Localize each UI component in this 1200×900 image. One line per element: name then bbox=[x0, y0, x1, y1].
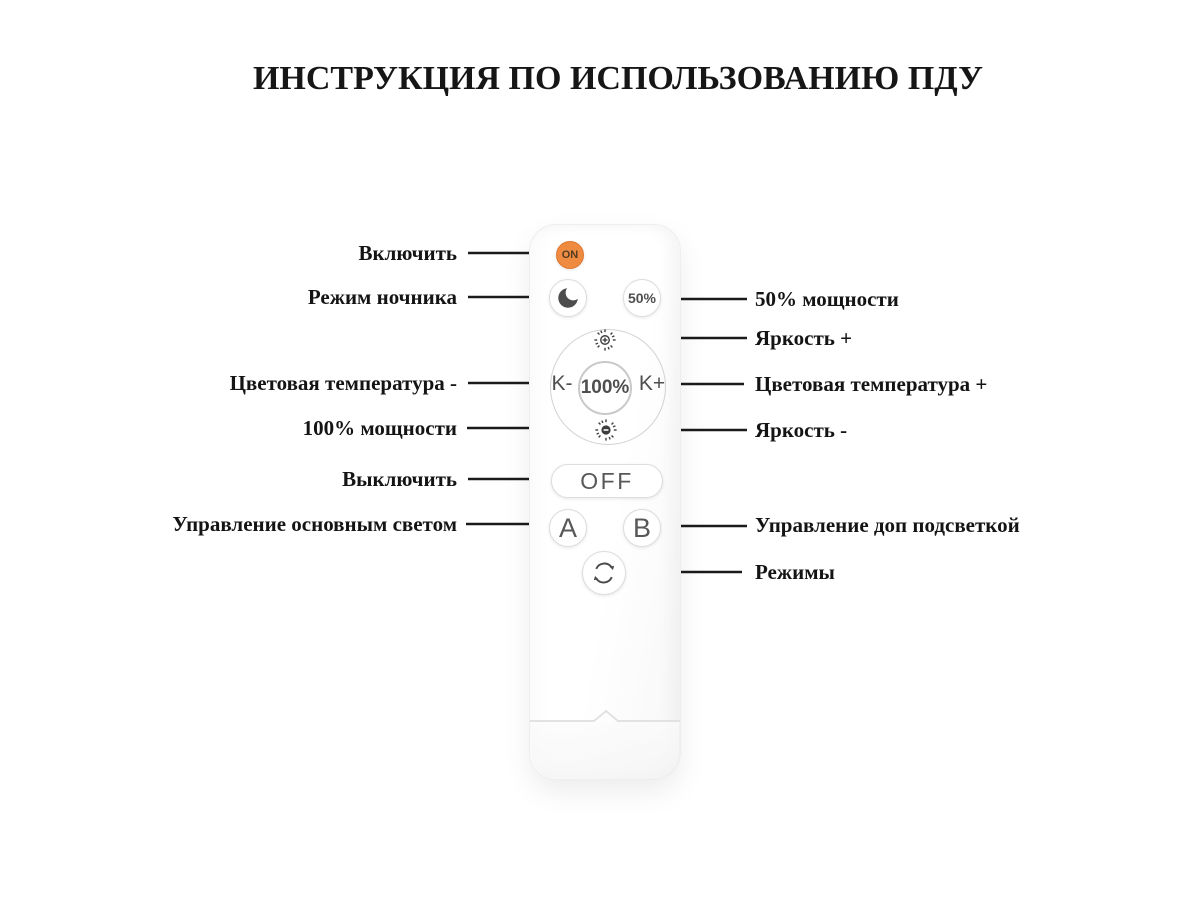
label-color-temp-minus: Цветовая температура - bbox=[229, 371, 457, 395]
cycle-icon bbox=[590, 559, 618, 587]
remote-body bbox=[530, 225, 680, 779]
label-brightness-plus: Яркость + bbox=[755, 326, 853, 350]
label-50-power: 50% мощности bbox=[755, 287, 899, 311]
battery-cover-area bbox=[531, 722, 679, 778]
label-brightness-minus: Яркость - bbox=[755, 418, 848, 442]
label-color-temp-plus: Цветовая температура + bbox=[755, 372, 988, 396]
modes-button[interactable] bbox=[582, 551, 626, 595]
label-aux-light: Управление доп подсветкой bbox=[755, 513, 1020, 537]
on-button[interactable]: ON bbox=[556, 241, 584, 269]
sun-plus-icon bbox=[593, 328, 617, 352]
label-main-light: Управление основным светом bbox=[172, 512, 457, 536]
night-mode-button[interactable] bbox=[549, 279, 587, 317]
sun-minus-icon bbox=[594, 418, 618, 442]
label-power-off: Выключить bbox=[342, 467, 457, 491]
b-button[interactable]: B bbox=[623, 509, 661, 547]
label-night-mode: Режим ночника bbox=[307, 285, 457, 309]
off-button[interactable]: OFF bbox=[551, 464, 663, 498]
brightness-up-button[interactable] bbox=[592, 327, 618, 353]
color-temp-minus-button[interactable]: K- bbox=[551, 372, 573, 395]
hundred-percent-button[interactable]: 100% bbox=[578, 361, 632, 415]
label-power-on: Включить bbox=[358, 241, 457, 265]
brightness-down-button[interactable] bbox=[593, 417, 619, 443]
label-modes: Режимы bbox=[755, 560, 835, 584]
label-100-power: 100% мощности bbox=[302, 416, 457, 440]
a-button[interactable]: A bbox=[549, 509, 587, 547]
page-title: ИНСТРУКЦИЯ ПО ИСПОЛЬЗОВАНИЮ ПДУ bbox=[252, 60, 984, 97]
fifty-percent-button[interactable]: 50% bbox=[623, 279, 661, 317]
color-temp-plus-button[interactable]: K+ bbox=[638, 372, 666, 395]
moon-icon bbox=[555, 285, 581, 311]
